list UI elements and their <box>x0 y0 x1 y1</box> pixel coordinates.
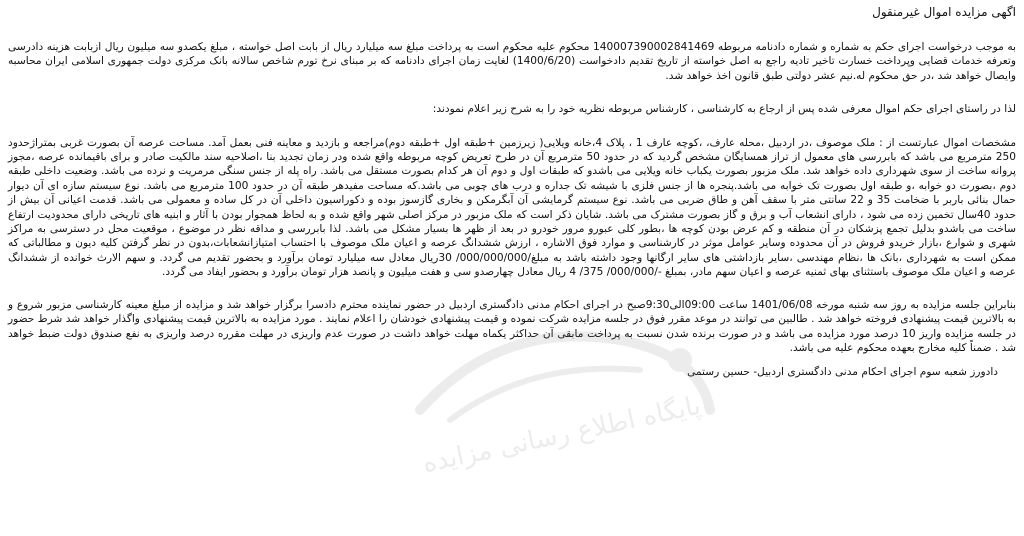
officer-signature: دادورز شعبه سوم اجرای احکام مدنی دادگستری اردبیل- حسین رستمی <box>687 366 998 379</box>
property-spec-paragraph: مشخصات اموال عبارتست از : ملک موصوف ،در اردبیل ،محله عارف، ،کوچه عارف 1 ، پلاک 4،خانه ویلایی( زیرزمین +طبقه اول +طبقه دوم)مراجعه و بازدید و معاینه فنی بعمل آمد. مساحت عرصه آن بصورت غربی بمتراژحدود 250 مترمربع می باشد که بابررسی های معمول از تراز همسایگان مشخص گردید که در حدود 50 مترمربع آن در طرح تعریض کوچه مربوطه واقع شده ودر زمان تجدید بنا ،اصلاحیه سند مالکیت صادر و برای باقیمانده عرصه ،مجوز پروانه ساخت از سوی شهرداری داده خواهد شد. ملک مزبور بصورت یکباب خانه ویلایی می باشدو که طبقات اول و دوم آن هر کدام بصورت مستقل می باشد. راه پله از جنس سنگی مرمریت و نرده می باشد. وضعیت داخلی طبقه دوم ،بصورت دو خوابه ،و طبقه اول بصورت تک خوابه می باشد.پنجره ها از جنس فلزی با شیشه تک جداره و درب های چوبی می باشد.که مساحت مفیدهر طبقه آن در حدود 100 مترمربع می باشد. نوع سیستم سازه ای آن دیوار حمال بنائی باربر با ضخامت 35 و 22 سانتی متر با سقف آهن و طاق ضربی می باشد. نوع سیستم گرمایشی آن آبگرمکن و بخاری گازسوز بوده و دکوراسیون داخلی آن در کل ساده و معمولی می باشد. قدمت اعیانی آن بیش از حدود 40سال تخمین زده می شود ، دارای انشعاب آب و برق و گاز بصورت مشترک می باشد. شایان ذکر است که ملک مزبور در مرکز اصلی شهر واقع شده و به لحاظ همجوار بودن با آثار و ابنیه های تاریخی دارای محدودیت ارتفاع ساخت می باشدو بدلیل تجمع پزشکان در آن منطقه و کم عرض بودن کوچه ها ،بطور کلی عبورو مرور خودرو در بعد از ظهر ها بسیار مشکل می باشد. لذا بابررسی و مداقه نظر در موضوع ، موقعیت محل در دسترسی به مراکز شهری و شوارع ،بازار خریدو فروش در آن محدوده وسایر عوامل موثر در کارشناسی و موارد فوق الاشاره ، ارزش ششدانگ عرصه و اعیان ملک موصوف با احتساب امتیازانشعابات،بدون در نظر گرفتن کلیه دیون و مطالباتی که ممکن است به شهرداری ،بانک ها ،نظام مهندسی ،سایر بازداشتی های سایر ارگانها وجود داشته باشد به مبلغ/000/000/000/ 30ریال معادل سه میلیارد تومان برآورد و بحضور تقدیم می گردد. و سهم الارث خوانده از ششدانگ عرصه و اعیان ملک موصوف باستثنای بهای ثمنیه عرصه و اعیان سهم مادر، بمبلغ -/000/000/ 375/ 4 ریال معادل چهارصدو سی و هفت میلیون و پانصد هزار تومان برآورد و بحضور ایفاد می گردد. <box>8 136 1017 279</box>
auction-session-paragraph: بنابراین جلسه مزایده به روز سه شنبه مورخه 1401/06/08 ساعت 09:00الی9:30صبح در اجرای احکام مدنی دادگستری اردبیل در حضور نماینده محترم دادسرا برگزار خواهد شد و مزایده از مبلغ معینه کارشناسی مزبور شروع و به بالاترین قیمت پیشنهادی فروخته خواهد شد . طالبین می توانند در موعد مقرر فوق در جلسه مزایده شرکت نموده و قیمت پیشنهادی خودشان را اعلام نمایند . مورد مزایده به بالاترین قیمت پیشنهادی واگذار خواهد شد شرط حضور در جلسه مزایده واریز 10 درصد مورد مزایده می باشد و در صورت برنده شدن نسبت به پرداخت مابقی آن حداکثر یکماه مهلت خواهد داشت در صورت عدم واریزی در مهلت مقرره درصد واریزی به نفع صندوق دولت ضبط خواهد شد . ضمناً کلیه مخارج بعهده محکوم علیه می باشد. <box>8 298 1016 354</box>
watermark-text: پایگاه اطلاع رسانی مزایده <box>419 390 704 480</box>
notice-title: اگهی مزایده اموال غیرمنقول <box>872 5 1016 19</box>
intro-paragraph: به موجب درخواست اجرای حکم به شماره و شماره دادنامه مربوطه 140007390002841469 محکوم علیه محکوم است به پرداخت مبلغ سه میلیارد ریال از بابت اصل خواسته ، مبلغ یکصدو سه میلیون ریال ازبابت هزینه دادرسی وتعرفه خدمات قضایی وپرداخت خسارت تاخیر تادیه راجع به اصل خواسته از تاریخ تقدیم دادخواست (1400/6/20) لغایت زمان اجرای دادنامه که بر مبنای نرخ تورم شاخص سالانه بانک مرکزی دولت جمهوری اسلامی ایران محاسبه وایصال خواهد شد ،در حق محکوم له.نیم عشر دولتی طبق قانون اخذ خواهد شد. <box>8 41 1016 82</box>
expert-lead-paragraph: لذا در راستای اجرای حکم اموال معرفی شده پس از ارجاع به کارشناسی ، کارشناس مربوطه نظریه خود را به شرح زیر اعلام نمودند: <box>432 103 1016 116</box>
